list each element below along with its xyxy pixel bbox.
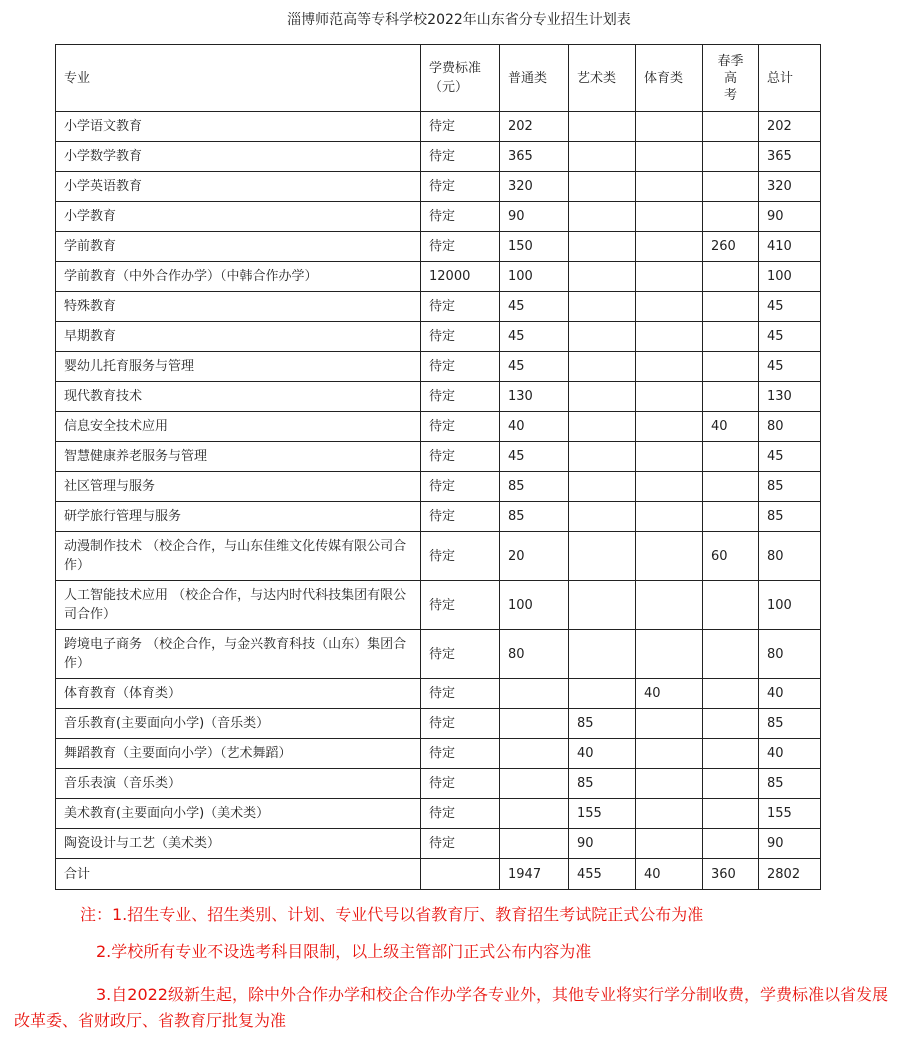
total-sports: 40 bbox=[636, 859, 703, 890]
cell-major: 特殊教育 bbox=[56, 292, 421, 322]
cell-total: 155 bbox=[759, 799, 821, 829]
cell-fee: 待定 bbox=[421, 709, 500, 739]
cell-fee: 待定 bbox=[421, 829, 500, 859]
cell-fee: 待定 bbox=[421, 142, 500, 172]
header-major: 专业 bbox=[56, 45, 421, 112]
cell-art: 90 bbox=[569, 829, 636, 859]
cell-spring bbox=[703, 829, 759, 859]
cell-general: 45 bbox=[500, 352, 569, 382]
cell-major: 信息安全技术应用 bbox=[56, 412, 421, 442]
note-3: 3.自2022级新生起，除中外合作办学和校企合作办学各专业外，其他专业将实行学分制收费，学费标准以省发展改革委、省财政厅、省教育厅批复为准 bbox=[14, 985, 888, 1030]
cell-art bbox=[569, 532, 636, 581]
cell-art bbox=[569, 202, 636, 232]
cell-spring bbox=[703, 382, 759, 412]
total-spring: 360 bbox=[703, 859, 759, 890]
cell-major: 动漫制作技术 （校企合作，与山东佳维文化传媒有限公司合作） bbox=[56, 532, 421, 581]
cell-spring bbox=[703, 112, 759, 142]
cell-fee: 待定 bbox=[421, 112, 500, 142]
note-2: 2.学校所有专业不设选考科目限制，以上级主管部门正式公布内容为准 bbox=[96, 942, 592, 961]
cell-sports bbox=[636, 442, 703, 472]
table-row bbox=[56, 412, 821, 442]
cell-total: 320 bbox=[759, 172, 821, 202]
cell-sports bbox=[636, 412, 703, 442]
cell-fee: 待定 bbox=[421, 352, 500, 382]
cell-fee: 待定 bbox=[421, 739, 500, 769]
cell-general bbox=[500, 739, 569, 769]
table-row bbox=[56, 262, 821, 292]
cell-art bbox=[569, 581, 636, 630]
cell-general: 90 bbox=[500, 202, 569, 232]
cell-sports bbox=[636, 709, 703, 739]
cell-fee: 待定 bbox=[421, 472, 500, 502]
cell-art bbox=[569, 502, 636, 532]
cell-major: 学前教育 bbox=[56, 232, 421, 262]
table-row bbox=[56, 172, 821, 202]
cell-major: 婴幼儿托育服务与管理 bbox=[56, 352, 421, 382]
cell-total: 85 bbox=[759, 502, 821, 532]
total-label: 合计 bbox=[56, 859, 421, 890]
cell-fee: 待定 bbox=[421, 382, 500, 412]
cell-general bbox=[500, 769, 569, 799]
cell-art bbox=[569, 292, 636, 322]
cell-fee: 待定 bbox=[421, 412, 500, 442]
cell-fee: 待定 bbox=[421, 232, 500, 262]
table-row bbox=[56, 799, 821, 829]
table-row bbox=[56, 829, 821, 859]
cell-sports bbox=[636, 322, 703, 352]
cell-sports bbox=[636, 472, 703, 502]
cell-total: 85 bbox=[759, 769, 821, 799]
table-row bbox=[56, 232, 821, 262]
cell-general: 80 bbox=[500, 630, 569, 679]
cell-sports bbox=[636, 262, 703, 292]
cell-general: 130 bbox=[500, 382, 569, 412]
cell-fee: 待定 bbox=[421, 292, 500, 322]
header-general: 普通类 bbox=[500, 45, 569, 112]
cell-major: 陶瓷设计与工艺（美术类） bbox=[56, 829, 421, 859]
cell-major: 小学数学教育 bbox=[56, 142, 421, 172]
cell-spring bbox=[703, 352, 759, 382]
cell-major: 早期教育 bbox=[56, 322, 421, 352]
cell-spring bbox=[703, 142, 759, 172]
table-row bbox=[56, 581, 821, 630]
cell-fee: 12000 bbox=[421, 262, 500, 292]
cell-art bbox=[569, 382, 636, 412]
cell-major: 学前教育（中外合作办学）（中韩合作办学） bbox=[56, 262, 421, 292]
cell-art bbox=[569, 630, 636, 679]
cell-spring bbox=[703, 292, 759, 322]
cell-fee: 待定 bbox=[421, 630, 500, 679]
cell-total: 80 bbox=[759, 532, 821, 581]
table-header-row bbox=[56, 45, 821, 112]
cell-major: 跨境电子商务 （校企合作，与金兴教育科技（山东）集团合作） bbox=[56, 630, 421, 679]
cell-total: 130 bbox=[759, 382, 821, 412]
cell-major: 社区管理与服务 bbox=[56, 472, 421, 502]
cell-art: 85 bbox=[569, 769, 636, 799]
cell-sports bbox=[636, 202, 703, 232]
cell-sports bbox=[636, 292, 703, 322]
cell-total: 365 bbox=[759, 142, 821, 172]
table-body bbox=[56, 112, 821, 859]
cell-sports bbox=[636, 112, 703, 142]
cell-total: 100 bbox=[759, 262, 821, 292]
cell-major: 舞蹈教育（主要面向小学）（艺术舞蹈） bbox=[56, 739, 421, 769]
cell-art bbox=[569, 412, 636, 442]
header-sports: 体育类 bbox=[636, 45, 703, 112]
cell-general bbox=[500, 799, 569, 829]
cell-total: 45 bbox=[759, 322, 821, 352]
cell-total: 80 bbox=[759, 412, 821, 442]
cell-spring bbox=[703, 581, 759, 630]
table-total-row bbox=[56, 859, 821, 890]
table-row bbox=[56, 322, 821, 352]
cell-major: 人工智能技术应用 （校企合作，与达内时代科技集团有限公司合作） bbox=[56, 581, 421, 630]
cell-sports bbox=[636, 502, 703, 532]
cell-sports bbox=[636, 232, 703, 262]
cell-total: 90 bbox=[759, 202, 821, 232]
cell-total: 90 bbox=[759, 829, 821, 859]
cell-spring bbox=[703, 739, 759, 769]
cell-art bbox=[569, 322, 636, 352]
cell-fee: 待定 bbox=[421, 532, 500, 581]
table-row bbox=[56, 382, 821, 412]
cell-spring bbox=[703, 769, 759, 799]
table-row bbox=[56, 202, 821, 232]
total-fee bbox=[421, 859, 500, 890]
table-row bbox=[56, 679, 821, 709]
cell-sports bbox=[636, 829, 703, 859]
cell-spring bbox=[703, 630, 759, 679]
cell-total: 85 bbox=[759, 472, 821, 502]
cell-sports bbox=[636, 799, 703, 829]
cell-fee: 待定 bbox=[421, 172, 500, 202]
cell-spring bbox=[703, 202, 759, 232]
cell-general: 45 bbox=[500, 442, 569, 472]
header-spring: 春季 高 考 bbox=[703, 45, 759, 112]
cell-total: 40 bbox=[759, 679, 821, 709]
cell-fee: 待定 bbox=[421, 769, 500, 799]
cell-major: 小学语文教育 bbox=[56, 112, 421, 142]
table-row bbox=[56, 352, 821, 382]
cell-major: 研学旅行管理与服务 bbox=[56, 502, 421, 532]
cell-major: 体育教育（体育类） bbox=[56, 679, 421, 709]
cell-spring bbox=[703, 679, 759, 709]
cell-spring: 260 bbox=[703, 232, 759, 262]
cell-major: 音乐教育(主要面向小学)（音乐类） bbox=[56, 709, 421, 739]
table-row bbox=[56, 532, 821, 581]
cell-total: 202 bbox=[759, 112, 821, 142]
cell-spring bbox=[703, 502, 759, 532]
cell-art bbox=[569, 232, 636, 262]
cell-general: 85 bbox=[500, 502, 569, 532]
cell-spring bbox=[703, 472, 759, 502]
header-fee: 学费标准 （元） bbox=[421, 45, 500, 112]
cell-general bbox=[500, 829, 569, 859]
table-row bbox=[56, 502, 821, 532]
cell-total: 85 bbox=[759, 709, 821, 739]
table-row bbox=[56, 472, 821, 502]
cell-general: 320 bbox=[500, 172, 569, 202]
cell-art bbox=[569, 679, 636, 709]
table-row bbox=[56, 709, 821, 739]
cell-art bbox=[569, 262, 636, 292]
header-total: 总计 bbox=[759, 45, 821, 112]
cell-sports bbox=[636, 382, 703, 412]
cell-major: 现代教育技术 bbox=[56, 382, 421, 412]
cell-fee: 待定 bbox=[421, 799, 500, 829]
cell-fee: 待定 bbox=[421, 502, 500, 532]
cell-general: 100 bbox=[500, 262, 569, 292]
cell-fee: 待定 bbox=[421, 202, 500, 232]
cell-general: 150 bbox=[500, 232, 569, 262]
cell-art bbox=[569, 172, 636, 202]
cell-art bbox=[569, 442, 636, 472]
page-title: 淄博师范高等专科学校2022年山东省分专业招生计划表 bbox=[287, 12, 631, 28]
table-row bbox=[56, 142, 821, 172]
cell-art: 85 bbox=[569, 709, 636, 739]
cell-art bbox=[569, 472, 636, 502]
cell-major: 小学英语教育 bbox=[56, 172, 421, 202]
cell-art: 155 bbox=[569, 799, 636, 829]
cell-general: 45 bbox=[500, 322, 569, 352]
cell-sports bbox=[636, 352, 703, 382]
table-row bbox=[56, 292, 821, 322]
cell-art: 40 bbox=[569, 739, 636, 769]
cell-sports bbox=[636, 172, 703, 202]
cell-spring bbox=[703, 172, 759, 202]
cell-spring: 40 bbox=[703, 412, 759, 442]
cell-total: 45 bbox=[759, 442, 821, 472]
table-row bbox=[56, 630, 821, 679]
cell-total: 100 bbox=[759, 581, 821, 630]
cell-sports bbox=[636, 142, 703, 172]
cell-total: 45 bbox=[759, 292, 821, 322]
table-row bbox=[56, 769, 821, 799]
cell-major: 音乐表演（音乐类） bbox=[56, 769, 421, 799]
table-row bbox=[56, 112, 821, 142]
table-row bbox=[56, 442, 821, 472]
cell-total: 45 bbox=[759, 352, 821, 382]
cell-art bbox=[569, 112, 636, 142]
cell-fee: 待定 bbox=[421, 442, 500, 472]
cell-general: 85 bbox=[500, 472, 569, 502]
cell-sports bbox=[636, 532, 703, 581]
cell-total: 80 bbox=[759, 630, 821, 679]
cell-fee: 待定 bbox=[421, 322, 500, 352]
cell-general bbox=[500, 709, 569, 739]
cell-general: 365 bbox=[500, 142, 569, 172]
enrollment-plan-table bbox=[55, 44, 821, 890]
cell-spring bbox=[703, 262, 759, 292]
cell-sports: 40 bbox=[636, 679, 703, 709]
cell-major: 智慧健康养老服务与管理 bbox=[56, 442, 421, 472]
cell-spring bbox=[703, 709, 759, 739]
cell-general bbox=[500, 679, 569, 709]
cell-spring bbox=[703, 322, 759, 352]
cell-total: 410 bbox=[759, 232, 821, 262]
total-general: 1947 bbox=[500, 859, 569, 890]
header-art: 艺术类 bbox=[569, 45, 636, 112]
cell-sports bbox=[636, 630, 703, 679]
cell-general: 40 bbox=[500, 412, 569, 442]
cell-general: 45 bbox=[500, 292, 569, 322]
note-1: 注：1.招生专业、招生类别、计划、专业代号以省教育厅、教育招生考试院正式公布为准 bbox=[80, 905, 704, 924]
cell-spring bbox=[703, 799, 759, 829]
cell-sports bbox=[636, 769, 703, 799]
cell-general: 100 bbox=[500, 581, 569, 630]
cell-general: 20 bbox=[500, 532, 569, 581]
cell-major: 小学教育 bbox=[56, 202, 421, 232]
cell-total: 40 bbox=[759, 739, 821, 769]
cell-general: 202 bbox=[500, 112, 569, 142]
cell-fee: 待定 bbox=[421, 581, 500, 630]
cell-sports bbox=[636, 581, 703, 630]
cell-art bbox=[569, 352, 636, 382]
cell-sports bbox=[636, 739, 703, 769]
cell-spring: 60 bbox=[703, 532, 759, 581]
total-total: 2802 bbox=[759, 859, 821, 890]
total-art: 455 bbox=[569, 859, 636, 890]
cell-spring bbox=[703, 442, 759, 472]
cell-fee: 待定 bbox=[421, 679, 500, 709]
cell-major: 美术教育(主要面向小学)（美术类） bbox=[56, 799, 421, 829]
table-row bbox=[56, 739, 821, 769]
cell-art bbox=[569, 142, 636, 172]
